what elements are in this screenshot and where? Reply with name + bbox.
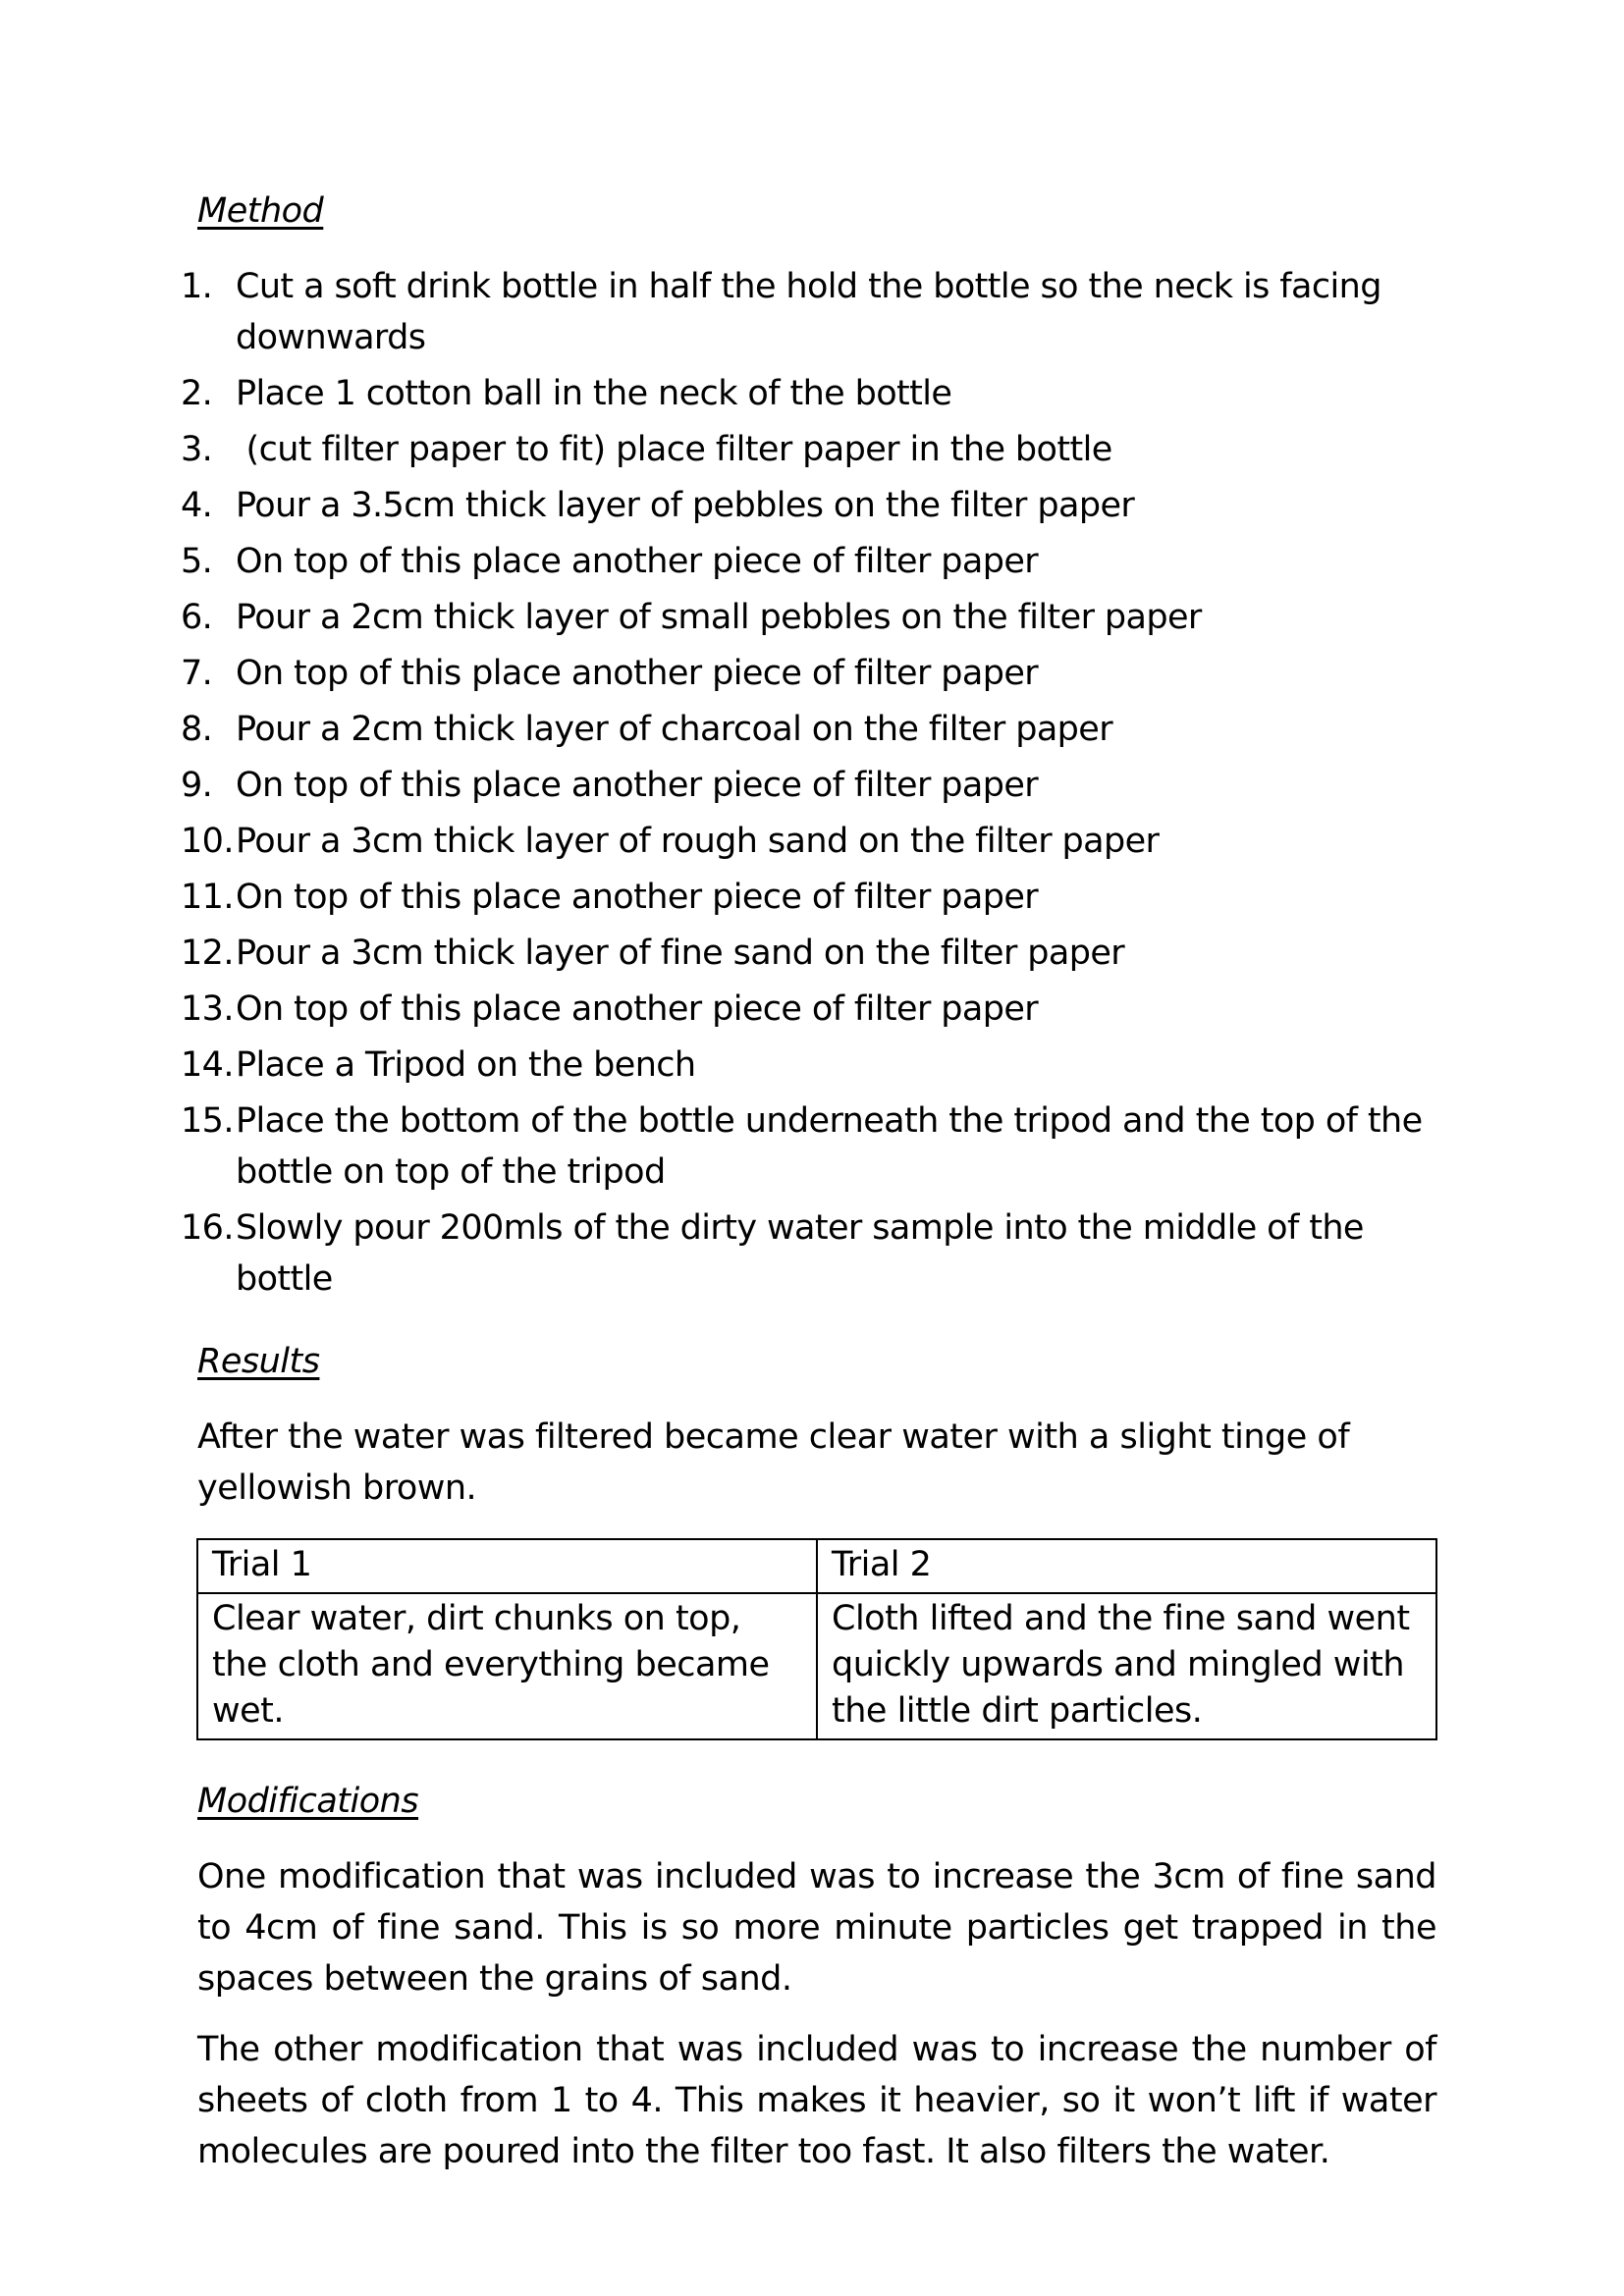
method-heading: Method: [197, 191, 324, 231]
step-number: 4.: [181, 486, 213, 525]
step-number: 10.: [181, 822, 234, 861]
list-item: [181, 1040, 1457, 1091]
step-text: On top of this place another piece of filter paper: [236, 542, 1039, 581]
step-number: 2.: [181, 374, 213, 413]
trials-table: [196, 1538, 1437, 1740]
step-text: Pour a 3cm thick layer of fine sand on the filter paper: [236, 934, 1125, 973]
step-number: 8.: [181, 710, 213, 749]
step-text: Cut a soft drink bottle in half the hold the bottle so the neck is facing downwards: [236, 267, 1381, 357]
step-text: Place a Tripod on the bench: [236, 1045, 696, 1085]
step-number: 9.: [181, 766, 213, 805]
step-text: Pour a 2cm thick layer of charcoal on the filter paper: [236, 710, 1113, 749]
step-number: 14.: [181, 1045, 234, 1085]
step-number: 16.: [181, 1208, 234, 1248]
step-text: Slowly pour 200mls of the dirty water sample into the middle of the bottle: [236, 1208, 1364, 1299]
table-header-row: [197, 1539, 1436, 1593]
list-item: [181, 648, 1457, 699]
step-text: On top of this place another piece of filter paper: [236, 766, 1039, 805]
step-text: (cut filter paper to fit) place filter paper in the bottle: [236, 430, 1112, 469]
list-item: [181, 424, 1457, 475]
step-number: 13.: [181, 989, 234, 1029]
step-number: 7.: [181, 654, 213, 693]
step-number: 6.: [181, 598, 213, 637]
step-number: 3.: [181, 430, 213, 469]
list-item: [181, 368, 1457, 419]
method-steps-list: [181, 261, 1457, 1309]
step-text: Pour a 3cm thick layer of rough sand on the filter paper: [236, 822, 1160, 861]
list-item: [181, 872, 1457, 923]
step-text: On top of this place another piece of filter paper: [236, 878, 1039, 917]
table-cell: Cloth lifted and the fine sand went quickly upwards and mingled with the little dirt particles.: [817, 1593, 1436, 1739]
list-item: [181, 592, 1457, 643]
table-row: [197, 1593, 1436, 1739]
list-item: [181, 984, 1457, 1035]
table-cell: Clear water, dirt chunks on top, the cloth and everything became wet.: [197, 1593, 817, 1739]
modifications-paragraph: One modification that was included was to increase the 3cm of fine sand to 4cm of fine sand. This is so more minute particles get trapped in the spaces between the grains of sand.: [197, 1857, 1436, 1999]
table-header-cell: Trial 1: [197, 1539, 817, 1593]
results-paragraph: After the water was filtered became clear water with a slight tinge of yellowish brown.: [197, 1417, 1350, 1508]
list-item: [181, 480, 1457, 531]
step-number: 12.: [181, 934, 234, 973]
step-text: Pour a 2cm thick layer of small pebbles on the filter paper: [236, 598, 1202, 637]
step-text: Place 1 cotton ball in the neck of the bottle: [236, 374, 952, 413]
list-item: [181, 928, 1457, 979]
table-header-cell: Trial 2: [817, 1539, 1436, 1593]
list-item: [181, 1202, 1457, 1305]
step-number: 15.: [181, 1101, 234, 1141]
list-item: [181, 760, 1457, 811]
list-item: [181, 536, 1457, 587]
step-text: On top of this place another piece of filter paper: [236, 989, 1039, 1029]
step-text: Place the bottom of the bottle underneath the tripod and the top of the bottle on top of the tripod: [236, 1101, 1423, 1192]
modifications-paragraph: The other modification that was included was to increase the number of sheets of cloth from 1 to 4. This makes it heavier, so it won’t lift if water molecules are poured into the filter too fast. It also filters the water.: [197, 2030, 1436, 2171]
step-text: On top of this place another piece of filter paper: [236, 654, 1039, 693]
modifications-heading: Modifications: [197, 1782, 419, 1821]
list-item: [181, 704, 1457, 755]
list-item: [181, 261, 1457, 363]
results-heading: Results: [197, 1342, 320, 1381]
step-text: Pour a 3.5cm thick layer of pebbles on the filter paper: [236, 486, 1135, 525]
list-item: [181, 1095, 1457, 1198]
step-number: 11.: [181, 878, 234, 917]
step-number: 1.: [181, 267, 213, 306]
list-item: [181, 816, 1457, 867]
step-number: 5.: [181, 542, 213, 581]
